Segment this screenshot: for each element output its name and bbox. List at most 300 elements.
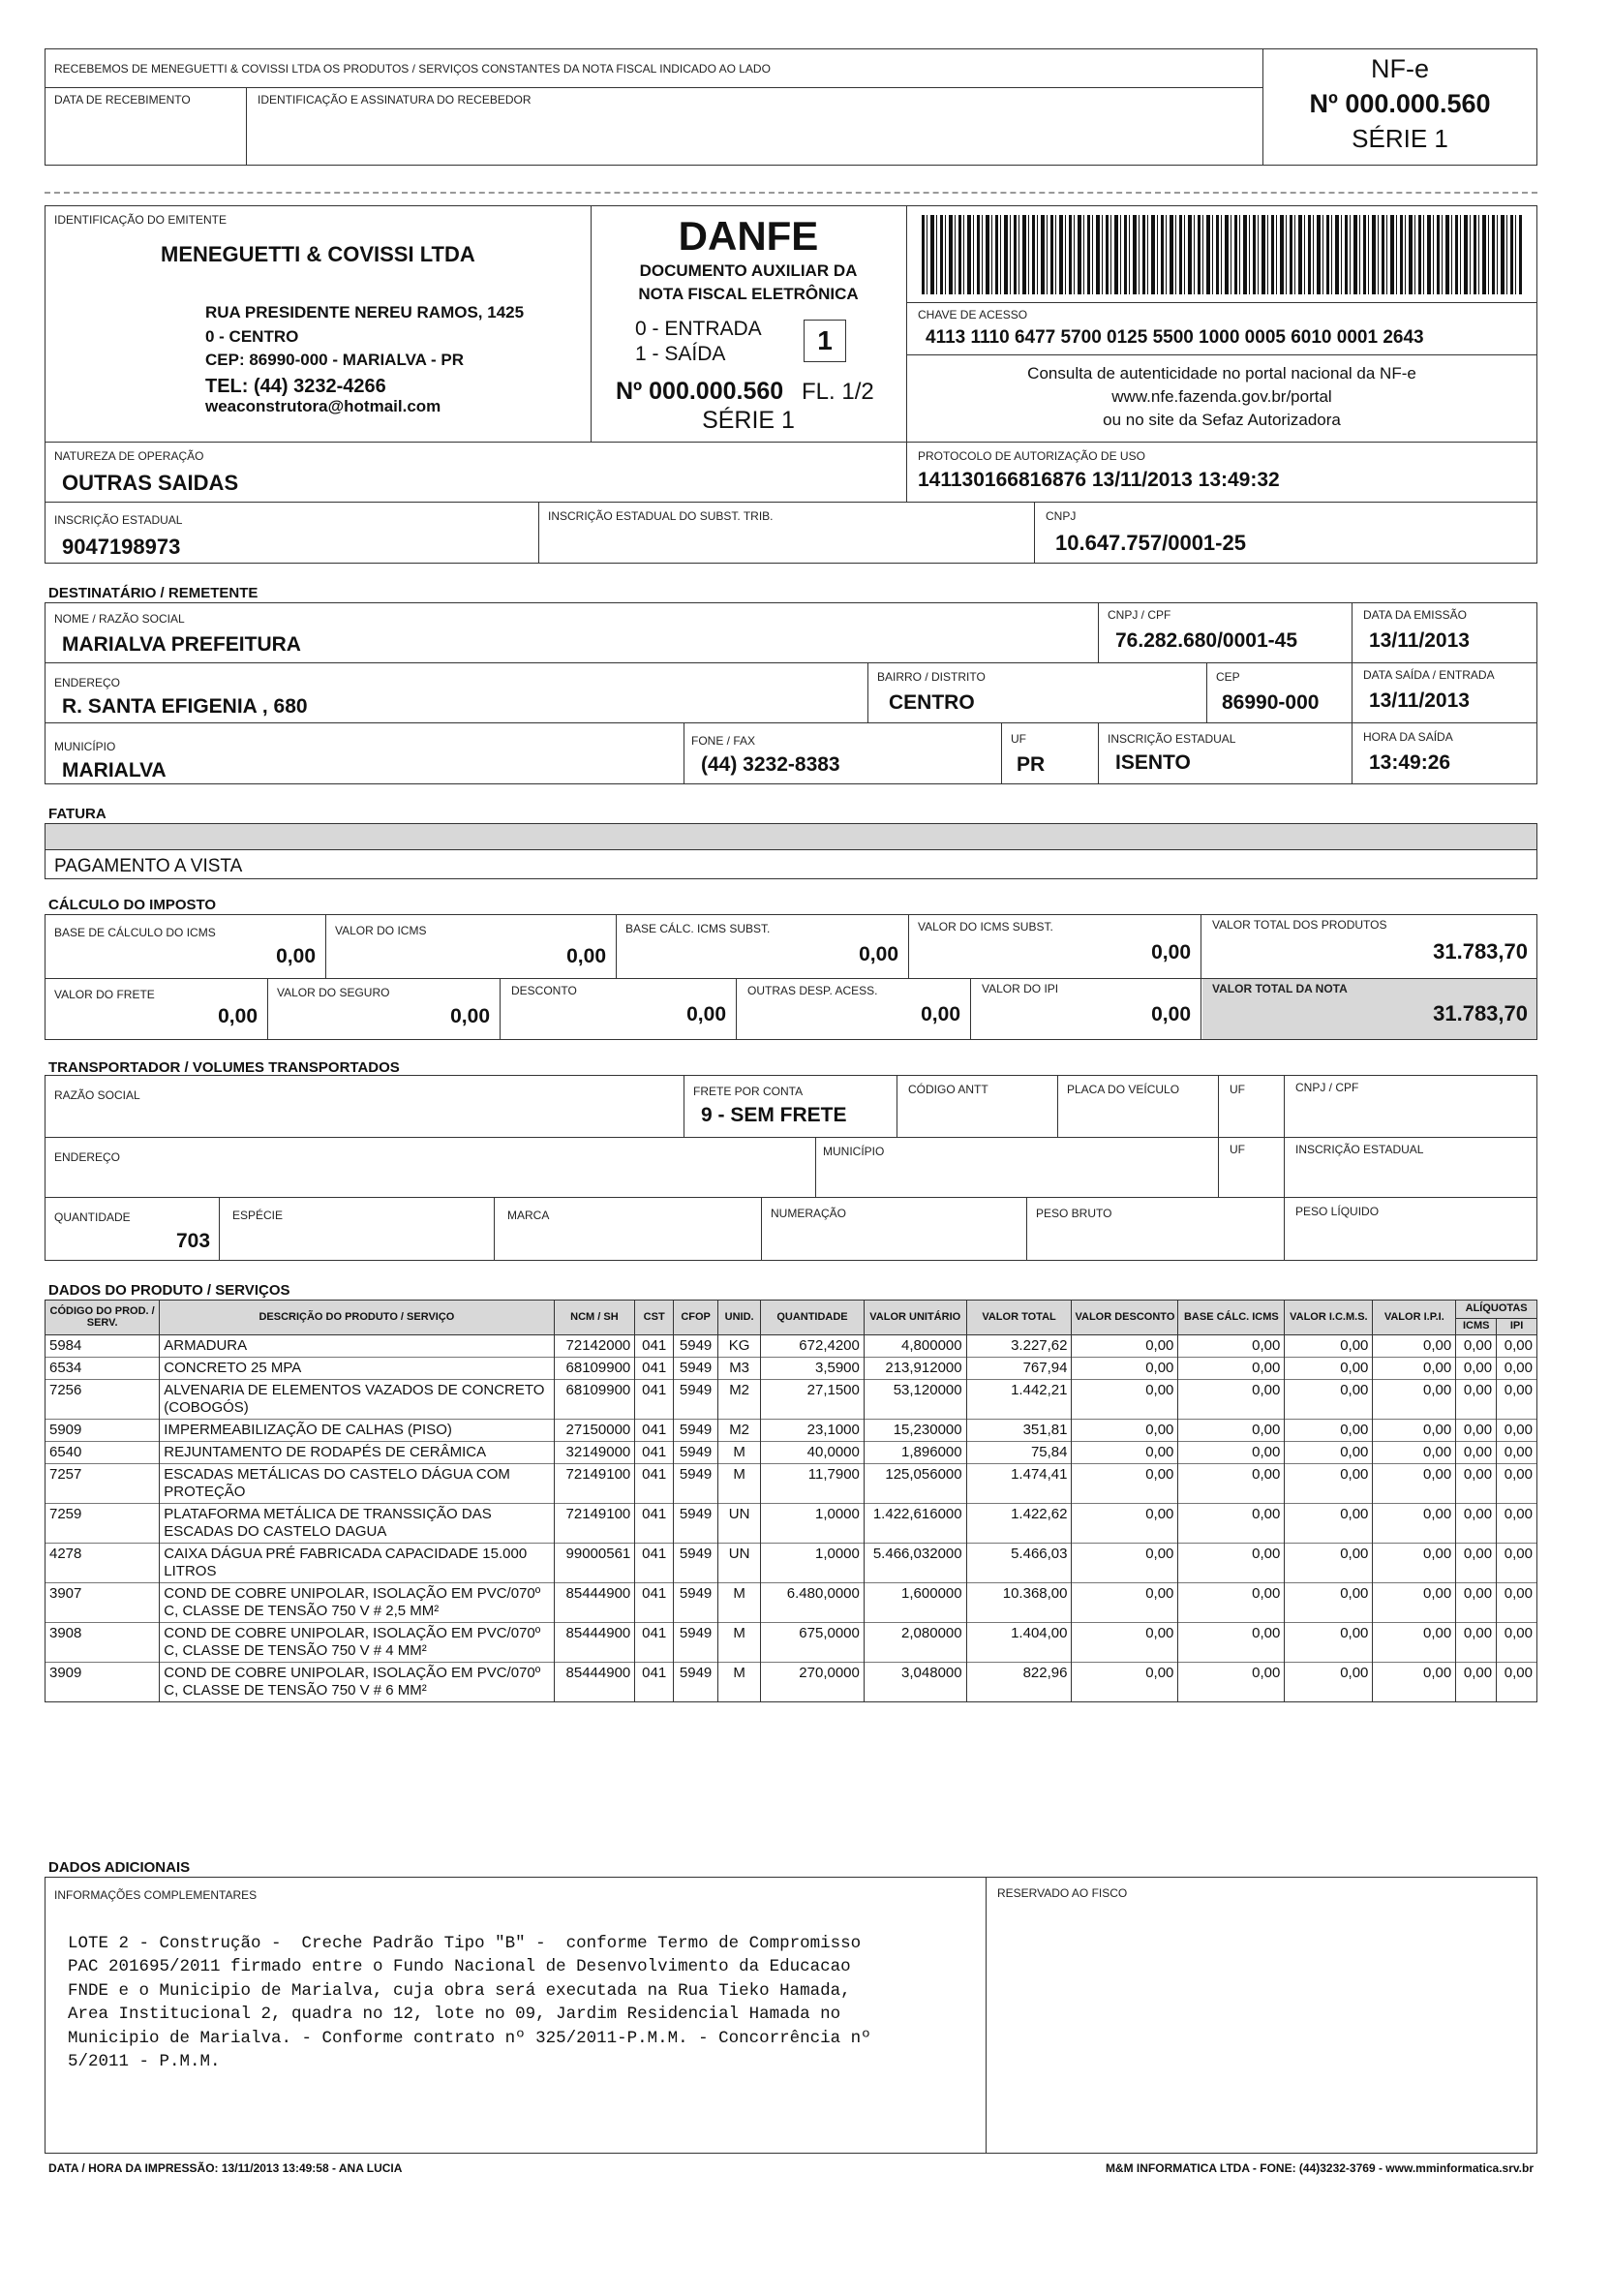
cell-valor-total: 822,96 — [966, 1663, 1072, 1702]
ipi-label: VALOR DO IPI — [982, 982, 1059, 995]
emitente-tel: TEL: (44) 3232-4266 — [205, 376, 386, 397]
cell-ncm: 68109900 — [554, 1358, 635, 1380]
ipi: 0,00 — [1151, 1003, 1191, 1026]
cell-descricao: COND DE COBRE UNIPOLAR, ISOLAÇÃO EM PVC/070º C, CLASSE DE TENSÃO 750 V # 2,5 MM² — [160, 1583, 554, 1623]
cell-aliq-icms: 0,00 — [1456, 1623, 1497, 1663]
info-line: Municipio de Marialva. - Conforme contrato nº 325/2011-P.M.M. - Concorrência nº — [68, 2028, 871, 2048]
cell-valor-ipi: 0,00 — [1373, 1504, 1456, 1544]
cell-valor-unitario: 53,120000 — [864, 1380, 966, 1420]
canhoto-nfe-label: NF-e — [1371, 54, 1429, 83]
rodape-software: M&M INFORMATICA LTDA - FONE: (44)3232-3769 - www.mminformatica.srv.br — [1105, 2161, 1534, 2175]
chave-label: CHAVE DE ACESSO — [918, 308, 1028, 321]
canhoto-identificacao-label: IDENTIFICAÇÃO E ASSINATURA DO RECEBEDOR — [258, 93, 532, 107]
cell-unid: UN — [718, 1544, 761, 1583]
cell-aliq-icms: 0,00 — [1456, 1442, 1497, 1464]
base-icms: 0,00 — [276, 945, 316, 967]
cell-base-icms: 0,00 — [1178, 1358, 1285, 1380]
cell-descricao: ARMADURA — [160, 1335, 554, 1358]
cell-valor-icms: 0,00 — [1285, 1335, 1373, 1358]
info-text — [68, 1908, 871, 2097]
dest-bairro: CENTRO — [889, 691, 975, 714]
info-label: INFORMAÇÕES COMPLEMENTARES — [54, 1888, 258, 1902]
cell-descricao: COND DE COBRE UNIPOLAR, ISOLAÇÃO EM PVC/070º C, CLASSE DE TENSÃO 750 V # 4 MM² — [160, 1623, 554, 1663]
danfe-title: DANFE — [678, 213, 819, 259]
cell-unid: M2 — [718, 1420, 761, 1442]
cell-valor-unitario: 213,912000 — [864, 1358, 966, 1380]
cell-base-icms: 0,00 — [1178, 1335, 1285, 1358]
adicionais-section: DADOS ADICIONAIS — [48, 1859, 191, 1876]
cell-base-icms: 0,00 — [1178, 1623, 1285, 1663]
emitente-endereco: RUA PRESIDENTE NEREU RAMOS, 1425 — [205, 303, 525, 321]
col-codigo: CÓDIGO DO PROD. / SERV. — [46, 1301, 160, 1335]
transp-especie-label: ESPÉCIE — [232, 1209, 284, 1222]
col-aliq-ipi: IPI — [1497, 1318, 1537, 1334]
cell-cfop: 5949 — [674, 1544, 718, 1583]
cell-valor-total: 10.368,00 — [966, 1583, 1072, 1623]
cell-valor-desconto: 0,00 — [1072, 1420, 1178, 1442]
cell-base-icms: 0,00 — [1178, 1583, 1285, 1623]
transp-peso-bruto-label: PESO BRUTO — [1036, 1207, 1112, 1220]
table-row — [46, 1583, 1537, 1623]
transp-frete: 9 - SEM FRETE — [701, 1104, 847, 1126]
cell-aliq-icms: 0,00 — [1456, 1504, 1497, 1544]
cell-valor-desconto: 0,00 — [1072, 1380, 1178, 1420]
col-aliquotas: ALÍQUOTAS — [1456, 1301, 1537, 1319]
canhoto-data-label: DATA DE RECEBIMENTO — [54, 93, 191, 107]
cell-valor-ipi: 0,00 — [1373, 1420, 1456, 1442]
cell-unid: M — [718, 1623, 761, 1663]
cell-aliq-ipi: 0,00 — [1497, 1335, 1537, 1358]
base-icms-label: BASE DE CÁLCULO DO ICMS — [54, 926, 216, 939]
ie-valor: 9047198973 — [62, 535, 181, 559]
cell-valor-icms: 0,00 — [1285, 1464, 1373, 1504]
dest-ie: ISENTO — [1115, 751, 1191, 774]
cell-aliq-ipi: 0,00 — [1497, 1504, 1537, 1544]
cell-ncm: 85444900 — [554, 1623, 635, 1663]
transportador-block — [45, 1075, 1537, 1261]
cell-valor-ipi: 0,00 — [1373, 1583, 1456, 1623]
fatura-bar — [45, 823, 1537, 850]
cell-quantidade: 11,7900 — [761, 1464, 865, 1504]
cell-cst: 041 — [635, 1335, 674, 1358]
destinatario-section: DESTINATÁRIO / REMETENTE — [48, 585, 258, 601]
consulta-line-2: www.nfe.fazenda.gov.br/portal — [1111, 387, 1332, 406]
rodape-impressao: DATA / HORA DA IMPRESSÃO: 13/11/2013 13:49:58 - ANA LUCIA — [48, 2161, 403, 2175]
desconto-label: DESCONTO — [511, 984, 577, 997]
cell-codigo: 3908 — [46, 1623, 160, 1663]
cell-unid: M — [718, 1464, 761, 1504]
dest-cep-label: CEP — [1216, 670, 1240, 684]
cell-ncm: 72149100 — [554, 1464, 635, 1504]
danfe-saida: 1 - SAÍDA — [635, 343, 726, 365]
chave-valor: 4113 1110 6477 5700 0125 5500 1000 0005 6010 0001 2643 — [926, 327, 1424, 348]
dest-uf: PR — [1017, 753, 1046, 776]
cell-ncm: 99000561 — [554, 1544, 635, 1583]
fatura-section: FATURA — [48, 806, 106, 822]
cell-cst: 041 — [635, 1358, 674, 1380]
table-row — [46, 1464, 1537, 1504]
cell-quantidade: 1,0000 — [761, 1544, 865, 1583]
ie-label: INSCRIÇÃO ESTADUAL — [54, 513, 183, 527]
table-row — [46, 1663, 1537, 1702]
cell-aliq-icms: 0,00 — [1456, 1420, 1497, 1442]
cell-aliq-icms: 0,00 — [1456, 1380, 1497, 1420]
cell-valor-desconto: 0,00 — [1072, 1623, 1178, 1663]
cell-codigo: 6534 — [46, 1358, 160, 1380]
natureza-valor: OUTRAS SAIDAS — [62, 471, 239, 495]
cell-quantidade: 6.480,0000 — [761, 1583, 865, 1623]
produtos-section: DADOS DO PRODUTO / SERVIÇOS — [48, 1282, 290, 1299]
cell-valor-desconto: 0,00 — [1072, 1358, 1178, 1380]
frete: 0,00 — [218, 1005, 258, 1027]
dest-municipio: MARIALVA — [62, 759, 167, 781]
transp-peso-liquido-label: PESO LÍQUIDO — [1295, 1205, 1380, 1218]
cell-valor-total: 5.466,03 — [966, 1544, 1072, 1583]
dest-endereco: R. SANTA EFIGENIA , 680 — [62, 695, 308, 718]
cell-cst: 041 — [635, 1504, 674, 1544]
danfe-tipo: 1 — [817, 325, 833, 355]
dest-cnpj: 76.282.680/0001-45 — [1115, 629, 1298, 652]
cell-cst: 041 — [635, 1464, 674, 1504]
transp-ie-label: INSCRIÇÃO ESTADUAL — [1295, 1143, 1424, 1156]
cell-aliq-icms: 0,00 — [1456, 1464, 1497, 1504]
cell-cfop: 5949 — [674, 1583, 718, 1623]
col-ncm: NCM / SH — [554, 1301, 635, 1335]
cell-codigo: 3909 — [46, 1663, 160, 1702]
cell-valor-unitario: 4,800000 — [864, 1335, 966, 1358]
total-produtos: 31.783,70 — [1433, 939, 1528, 964]
danfe-numero: Nº 000.000.560 — [616, 378, 784, 405]
cell-valor-icms: 0,00 — [1285, 1623, 1373, 1663]
transp-frete-label: FRETE POR CONTA — [693, 1085, 804, 1098]
ie-st-label: INSCRIÇÃO ESTADUAL DO SUBST. TRIB. — [548, 509, 774, 523]
cell-aliq-ipi: 0,00 — [1497, 1358, 1537, 1380]
cut-line — [45, 192, 1537, 194]
cell-valor-total: 3.227,62 — [966, 1335, 1072, 1358]
cell-cfop: 5949 — [674, 1380, 718, 1420]
cell-valor-desconto: 0,00 — [1072, 1442, 1178, 1464]
total-nota: 31.783,70 — [1433, 1001, 1528, 1026]
cell-quantidade: 40,0000 — [761, 1442, 865, 1464]
transp-marca-label: MARCA — [507, 1209, 550, 1222]
cell-unid: M2 — [718, 1380, 761, 1420]
cell-base-icms: 0,00 — [1178, 1420, 1285, 1442]
table-row — [46, 1442, 1537, 1464]
danfe-entrada: 0 - ENTRADA — [635, 318, 762, 340]
produtos-table — [45, 1300, 1537, 1702]
col-base-icms: BASE CÁLC. ICMS — [1178, 1301, 1285, 1335]
transp-quantidade-label: QUANTIDADE — [54, 1210, 131, 1224]
cell-valor-icms: 0,00 — [1285, 1442, 1373, 1464]
cell-valor-total: 75,84 — [966, 1442, 1072, 1464]
cell-unid: UN — [718, 1504, 761, 1544]
info-line: 5/2011 - P.M.M. — [68, 2052, 221, 2071]
cell-descricao: IMPERMEABILIZAÇÃO DE CALHAS (PISO) — [160, 1420, 554, 1442]
canhoto-numero: Nº 000.000.560 — [1309, 89, 1491, 118]
info-line: FNDE e o Municipio de Marialva, cuja obra será executada na Rua Tieko Hamada, — [68, 1980, 851, 2001]
col-aliq-icms: ICMS — [1456, 1318, 1497, 1334]
cell-valor-icms: 0,00 — [1285, 1583, 1373, 1623]
cell-valor-unitario: 2,080000 — [864, 1623, 966, 1663]
table-row — [46, 1623, 1537, 1663]
outras-label: OUTRAS DESP. ACESS. — [747, 984, 878, 997]
cell-ncm: 32149000 — [554, 1442, 635, 1464]
cell-cfop: 5949 — [674, 1504, 718, 1544]
cell-base-icms: 0,00 — [1178, 1380, 1285, 1420]
cell-descricao: CAIXA DÁGUA PRÉ FABRICADA CAPACIDADE 15.000 LITROS — [160, 1544, 554, 1583]
transp-cnpj-label: CNPJ / CPF — [1295, 1081, 1359, 1094]
cell-aliq-ipi: 0,00 — [1497, 1420, 1537, 1442]
cell-ncm: 68109900 — [554, 1380, 635, 1420]
cell-ncm: 85444900 — [554, 1583, 635, 1623]
cell-unid: KG — [718, 1335, 761, 1358]
valor-st-label: VALOR DO ICMS SUBST. — [918, 920, 1053, 934]
dest-hora: 13:49:26 — [1369, 751, 1451, 774]
dest-bairro-label: BAIRRO / DISTRITO — [877, 670, 986, 684]
table-row — [46, 1420, 1537, 1442]
dest-nome-label: NOME / RAZÃO SOCIAL — [54, 612, 185, 626]
dest-cep: 86990-000 — [1222, 691, 1320, 714]
transp-antt-label: CÓDIGO ANTT — [908, 1083, 988, 1096]
cell-unid: M — [718, 1663, 761, 1702]
cell-base-icms: 0,00 — [1178, 1663, 1285, 1702]
dest-cnpj-label: CNPJ / CPF — [1108, 608, 1171, 622]
cell-base-icms: 0,00 — [1178, 1544, 1285, 1583]
canhoto-recebemos: RECEBEMOS DE MENEGUETTI & COVISSI LTDA OS PRODUTOS / SERVIÇOS CONSTANTES DA NOTA FISCAL INDICADO AO LADO — [54, 62, 771, 76]
cell-quantidade: 3,5900 — [761, 1358, 865, 1380]
cell-aliq-ipi: 0,00 — [1497, 1544, 1537, 1583]
cell-valor-unitario: 5.466,032000 — [864, 1544, 966, 1583]
cell-cfop: 5949 — [674, 1663, 718, 1702]
col-valor-desconto: VALOR DESCONTO — [1072, 1301, 1178, 1335]
cell-valor-unitario: 1,896000 — [864, 1442, 966, 1464]
emitente-email: weaconstrutora@hotmail.com — [205, 397, 441, 415]
imposto-section: CÁLCULO DO IMPOSTO — [48, 897, 217, 913]
seguro-label: VALOR DO SEGURO — [277, 986, 390, 999]
cell-valor-icms: 0,00 — [1285, 1358, 1373, 1380]
cell-quantidade: 270,0000 — [761, 1663, 865, 1702]
cell-valor-icms: 0,00 — [1285, 1380, 1373, 1420]
cell-cfop: 5949 — [674, 1335, 718, 1358]
cell-codigo: 7259 — [46, 1504, 160, 1544]
cell-cst: 041 — [635, 1420, 674, 1442]
danfe-subtitle-2: NOTA FISCAL ELETRÔNICA — [638, 285, 859, 303]
cell-valor-unitario: 125,056000 — [864, 1464, 966, 1504]
cell-codigo: 5909 — [46, 1420, 160, 1442]
col-valor-unitario: VALOR UNITÁRIO — [864, 1301, 966, 1335]
cell-cfop: 5949 — [674, 1442, 718, 1464]
cell-valor-total: 351,81 — [966, 1420, 1072, 1442]
transp-placa-label: PLACA DO VEÍCULO — [1067, 1083, 1180, 1096]
cell-descricao: COND DE COBRE UNIPOLAR, ISOLAÇÃO EM PVC/070º C, CLASSE DE TENSÃO 750 V # 6 MM² — [160, 1663, 554, 1702]
transp-endereco-label: ENDEREÇO — [54, 1150, 121, 1164]
info-line: Area Institucional 2, quadra no 12, lote no 09, Jardim Residencial Hamada no — [68, 2005, 841, 2024]
cell-valor-desconto: 0,00 — [1072, 1544, 1178, 1583]
emitente-bairro: 0 - CENTRO — [205, 327, 299, 346]
consulta-line-1: Consulta de autenticidade no portal nacional da NF-e — [1027, 364, 1416, 383]
dest-hora-label: HORA DA SAÍDA — [1363, 730, 1453, 744]
cell-quantidade: 1,0000 — [761, 1504, 865, 1544]
cell-codigo: 5984 — [46, 1335, 160, 1358]
valor-icms: 0,00 — [566, 945, 606, 967]
cell-quantidade: 23,1000 — [761, 1420, 865, 1442]
cell-unid: M3 — [718, 1358, 761, 1380]
cell-codigo: 7256 — [46, 1380, 160, 1420]
cell-valor-desconto: 0,00 — [1072, 1583, 1178, 1623]
cell-aliq-ipi: 0,00 — [1497, 1464, 1537, 1504]
transp-razao-label: RAZÃO SOCIAL — [54, 1088, 140, 1102]
valor-st: 0,00 — [1151, 941, 1191, 964]
canhoto-serie: SÉRIE 1 — [1352, 124, 1448, 153]
cell-aliq-icms: 0,00 — [1456, 1335, 1497, 1358]
cell-descricao: REJUNTAMENTO DE RODAPÉS DE CERÂMICA — [160, 1442, 554, 1464]
cell-base-icms: 0,00 — [1178, 1464, 1285, 1504]
cell-valor-unitario: 1,600000 — [864, 1583, 966, 1623]
cell-ncm: 27150000 — [554, 1420, 635, 1442]
transp-uf-label: UF — [1230, 1083, 1245, 1096]
dest-endereco-label: ENDEREÇO — [54, 676, 121, 689]
cell-valor-total: 1.404,00 — [966, 1623, 1072, 1663]
cell-valor-unitario: 3,048000 — [864, 1663, 966, 1702]
cell-quantidade: 675,0000 — [761, 1623, 865, 1663]
cell-aliq-icms: 0,00 — [1456, 1358, 1497, 1380]
col-valor-total: VALOR TOTAL — [966, 1301, 1072, 1335]
cell-base-icms: 0,00 — [1178, 1442, 1285, 1464]
cell-aliq-ipi: 0,00 — [1497, 1663, 1537, 1702]
cell-valor-ipi: 0,00 — [1373, 1335, 1456, 1358]
cell-quantidade: 672,4200 — [761, 1335, 865, 1358]
transp-municipio-label: MUNICÍPIO — [823, 1145, 885, 1158]
cell-unid: M — [718, 1442, 761, 1464]
protocolo-valor: 141130166816876 13/11/2013 13:49:32 — [918, 469, 1280, 491]
transportador-section: TRANSPORTADOR / VOLUMES TRANSPORTADOS — [48, 1059, 400, 1076]
col-cfop: CFOP — [674, 1301, 718, 1335]
cell-valor-ipi: 0,00 — [1373, 1623, 1456, 1663]
col-valor-icms: VALOR I.C.M.S. — [1285, 1301, 1373, 1335]
cell-valor-desconto: 0,00 — [1072, 1464, 1178, 1504]
cell-unid: M — [718, 1583, 761, 1623]
cell-descricao: ALVENARIA DE ELEMENTOS VAZADOS DE CONCRETO (COBOGÓS) — [160, 1380, 554, 1420]
cell-valor-icms: 0,00 — [1285, 1663, 1373, 1702]
cell-valor-total: 1.474,41 — [966, 1464, 1072, 1504]
cell-cst: 041 — [635, 1623, 674, 1663]
emitente-label: IDENTIFICAÇÃO DO EMITENTE — [54, 213, 228, 227]
cell-codigo: 6540 — [46, 1442, 160, 1464]
table-row — [46, 1544, 1537, 1583]
cell-aliq-ipi: 0,00 — [1497, 1583, 1537, 1623]
table-row — [46, 1504, 1537, 1544]
transp-quantidade: 703 — [176, 1230, 211, 1252]
cell-valor-icms: 0,00 — [1285, 1420, 1373, 1442]
barcode-image — [922, 215, 1522, 294]
cell-codigo: 3907 — [46, 1583, 160, 1623]
cnpj-emitente-label: CNPJ — [1046, 509, 1077, 523]
desconto: 0,00 — [686, 1003, 726, 1026]
dest-municipio-label: MUNICÍPIO — [54, 740, 116, 753]
produtos-header-row — [46, 1301, 1537, 1319]
danfe-tipo-box — [804, 320, 846, 362]
cell-aliq-icms: 0,00 — [1456, 1663, 1497, 1702]
emitente-cep: CEP: 86990-000 - MARIALVA - PR — [205, 351, 465, 369]
table-row — [46, 1335, 1537, 1358]
cell-valor-ipi: 0,00 — [1373, 1544, 1456, 1583]
cell-descricao: CONCRETO 25 MPA — [160, 1358, 554, 1380]
transp-uf2-label: UF — [1230, 1143, 1245, 1156]
dest-emissao: 13/11/2013 — [1369, 629, 1470, 652]
table-row — [46, 1380, 1537, 1420]
dest-ie-label: INSCRIÇÃO ESTADUAL — [1108, 732, 1236, 746]
danfe-serie: SÉRIE 1 — [702, 407, 795, 434]
cell-valor-ipi: 0,00 — [1373, 1358, 1456, 1380]
info-line: LOTE 2 - Construção - Creche Padrão Tipo "B" - conforme Termo de Compromisso — [68, 1933, 862, 1953]
cell-valor-icms: 0,00 — [1285, 1504, 1373, 1544]
dest-fone: (44) 3232-8383 — [701, 753, 840, 776]
cell-valor-desconto: 0,00 — [1072, 1504, 1178, 1544]
protocolo-label: PROTOCOLO DE AUTORIZAÇÃO DE USO — [918, 449, 1145, 463]
dest-fone-label: FONE / FAX — [691, 734, 756, 748]
dest-saida: 13/11/2013 — [1369, 689, 1470, 712]
dest-saida-label: DATA SAÍDA / ENTRADA — [1363, 668, 1495, 682]
col-descricao: DESCRIÇÃO DO PRODUTO / SERVIÇO — [160, 1301, 554, 1335]
outras: 0,00 — [921, 1003, 960, 1026]
valor-icms-label: VALOR DO ICMS — [335, 924, 427, 937]
fatura-valor: PAGAMENTO A VISTA — [54, 856, 243, 876]
total-produtos-label: VALOR TOTAL DOS PRODUTOS — [1212, 918, 1387, 932]
emitente-nome: MENEGUETTI & COVISSI LTDA — [161, 242, 475, 266]
col-quantidade: QUANTIDADE — [761, 1301, 865, 1335]
cell-valor-total: 1.442,21 — [966, 1380, 1072, 1420]
total-nota-label: VALOR TOTAL DA NOTA — [1212, 982, 1348, 995]
cnpj-emitente-valor: 10.647.757/0001-25 — [1055, 531, 1246, 555]
cell-valor-unitario: 1.422,616000 — [864, 1504, 966, 1544]
info-line: PAC 201695/2011 firmado entre o Fundo Nacional de Desenvolvimento da Educacao — [68, 1957, 851, 1976]
cell-ncm: 85444900 — [554, 1663, 635, 1702]
cell-cfop: 5949 — [674, 1464, 718, 1504]
cell-aliq-ipi: 0,00 — [1497, 1442, 1537, 1464]
cell-cst: 041 — [635, 1583, 674, 1623]
cell-descricao: PLATAFORMA METÁLICA DE TRANSSIÇÃO DAS ESCADAS DO CASTELO DAGUA — [160, 1504, 554, 1544]
cell-cfop: 5949 — [674, 1623, 718, 1663]
cell-valor-ipi: 0,00 — [1373, 1464, 1456, 1504]
fatura-block — [45, 850, 1537, 879]
col-cst: CST — [635, 1301, 674, 1335]
cell-codigo: 7257 — [46, 1464, 160, 1504]
cell-valor-desconto: 0,00 — [1072, 1335, 1178, 1358]
cell-descricao: ESCADAS METÁLICAS DO CASTELO DÁGUA COM PROTEÇÃO — [160, 1464, 554, 1504]
cell-valor-total: 767,94 — [966, 1358, 1072, 1380]
cell-cfop: 5949 — [674, 1420, 718, 1442]
cell-valor-ipi: 0,00 — [1373, 1380, 1456, 1420]
danfe-folha: FL. 1/2 — [802, 379, 874, 405]
cell-cst: 041 — [635, 1544, 674, 1583]
consulta-line-3: ou no site da Sefaz Autorizadora — [1103, 411, 1341, 429]
cell-ncm: 72142000 — [554, 1335, 635, 1358]
cell-aliq-ipi: 0,00 — [1497, 1623, 1537, 1663]
natureza-label: NATUREZA DE OPERAÇÃO — [54, 449, 204, 463]
base-st-label: BASE CÁLC. ICMS SUBST. — [625, 922, 771, 935]
cell-base-icms: 0,00 — [1178, 1504, 1285, 1544]
base-st: 0,00 — [859, 943, 898, 965]
cell-valor-icms: 0,00 — [1285, 1544, 1373, 1583]
cell-valor-desconto: 0,00 — [1072, 1663, 1178, 1702]
cell-cfop: 5949 — [674, 1358, 718, 1380]
cell-aliq-ipi: 0,00 — [1497, 1380, 1537, 1420]
frete-label: VALOR DO FRETE — [54, 988, 155, 1001]
dest-uf-label: UF — [1011, 732, 1026, 746]
cell-codigo: 4278 — [46, 1544, 160, 1583]
dest-nome: MARIALVA PREFEITURA — [62, 633, 301, 656]
cell-ncm: 72149100 — [554, 1504, 635, 1544]
